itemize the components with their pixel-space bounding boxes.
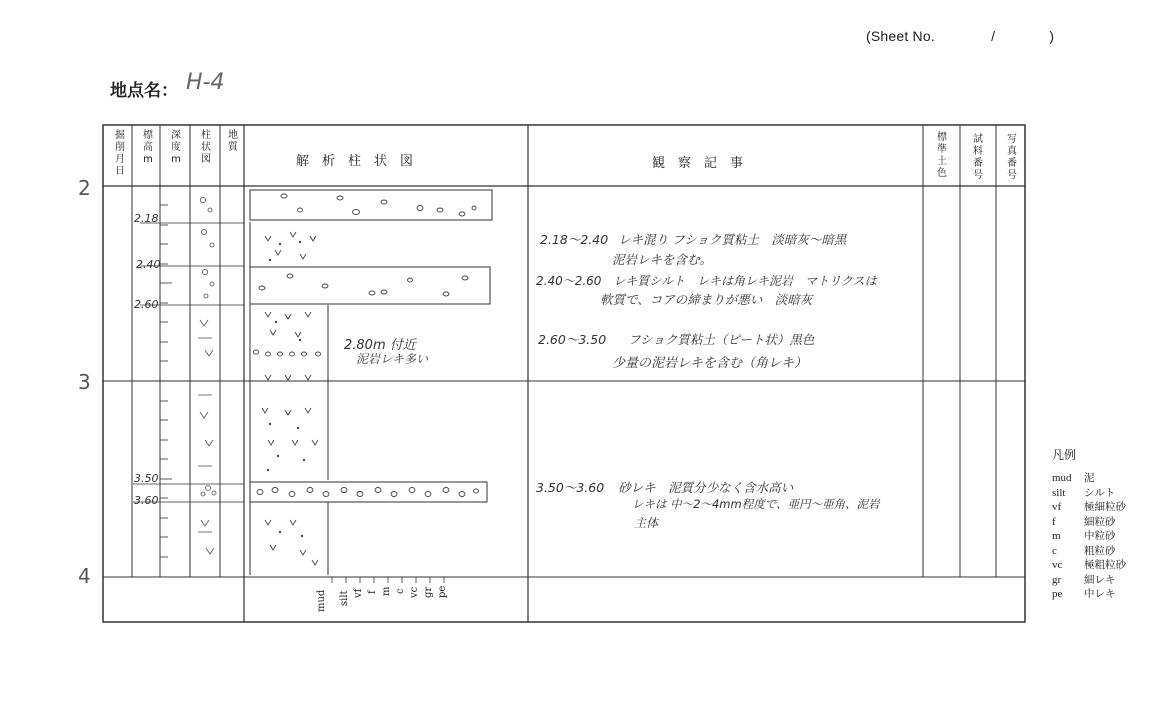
- legend-code: silt: [1052, 486, 1066, 499]
- legend-title: 凡例: [1052, 448, 1077, 462]
- header-geology: 地質: [228, 130, 238, 153]
- observation-text: レキ質シルト レキは角レキ泥岩 マトリクスは: [613, 274, 877, 288]
- observation-range: 2.18～2.40: [540, 232, 609, 247]
- grain-label-vf: vf: [353, 588, 364, 598]
- legend-item: [1052, 499, 1126, 514]
- elevation-label: 2.40: [136, 258, 161, 271]
- elevation-label: 2.60: [134, 298, 159, 311]
- header-photo-number: 写真番号: [1007, 134, 1017, 181]
- legend-item: [1052, 485, 1126, 500]
- site-name-label: 地点名：: [110, 81, 178, 101]
- grain-label-c: c: [395, 588, 406, 594]
- depth-mark-4: 4: [78, 564, 91, 588]
- observation-entry: [536, 272, 877, 289]
- observation-range: 2.40～2.60: [536, 274, 602, 288]
- depth-mark-3: 3: [78, 370, 91, 394]
- grain-size-axis: [316, 580, 516, 620]
- observation-entry: [540, 230, 846, 248]
- legend-item: [1052, 514, 1126, 529]
- site-name-value: H-4: [186, 70, 225, 95]
- annotation-line-2: 泥岩レキ多い: [356, 352, 429, 366]
- grain-label-vc: vc: [409, 586, 420, 598]
- grain-label-silt: silt: [339, 590, 350, 606]
- legend-name: シルト: [1084, 486, 1116, 499]
- observation-entry: [536, 478, 793, 496]
- observation-text: レキ混り フショク質粘土 淡暗灰～暗黒: [618, 232, 847, 247]
- legend-item: [1052, 572, 1126, 587]
- header-analysis-column: 解 析 柱 状 図: [296, 154, 414, 169]
- legend-item: [1052, 586, 1126, 601]
- header-soil-color: 標準土色: [937, 132, 947, 179]
- legend-name: 中粒砂: [1084, 530, 1116, 542]
- legend-name: 極粗粒砂: [1084, 559, 1126, 571]
- legend-item: [1052, 528, 1126, 543]
- observation-range: 3.50～3.60: [536, 480, 605, 495]
- sheet-number-close: ): [1049, 28, 1055, 44]
- elevation-label: 3.50: [134, 472, 159, 485]
- legend-code: m: [1052, 530, 1061, 542]
- legend-code: f: [1052, 515, 1056, 528]
- legend-code: c: [1052, 544, 1057, 557]
- header-sample-number: 試料番号: [973, 134, 983, 181]
- observation-text: 砂レキ 泥質分少なく含水高い: [618, 480, 794, 495]
- sheet-number-slash: /: [991, 28, 996, 44]
- grain-label-m: m: [381, 586, 392, 596]
- grain-label-pe: pe: [437, 585, 448, 598]
- legend-name: 中レキ: [1084, 588, 1116, 600]
- header-date: 掘削月日: [115, 130, 125, 177]
- observation-text-cont: レキは 中～2～4mm程度で、亜円～亜角、泥岩: [632, 497, 880, 511]
- legend-item: [1052, 543, 1126, 558]
- observation-text-cont: 軟質で、コアの締まりが悪い 淡暗灰: [600, 292, 813, 307]
- header-depth: 深度m: [171, 130, 181, 165]
- legend-code: mud: [1052, 472, 1072, 484]
- grain-label-gr: gr: [423, 586, 434, 598]
- grain-label-f: f: [367, 590, 378, 594]
- header-observation-notes: 観 察 記 事: [652, 156, 744, 171]
- observation-text-cont: 泥岩レキを含む。: [612, 252, 713, 267]
- observation-text: フショク質粘土（ピート状）黒色: [628, 332, 815, 347]
- observation-text-cont: 少量の泥岩レキを含む（角レキ）: [612, 356, 808, 371]
- depth-mark-2: 2: [78, 176, 91, 200]
- observation-range: 2.60～3.50: [538, 332, 607, 347]
- legend-code: pe: [1052, 588, 1063, 600]
- legend-code: vf: [1052, 501, 1062, 513]
- legend-item: [1052, 557, 1126, 572]
- legend-name: 細粒砂: [1084, 515, 1116, 528]
- grain-label-mud: mud: [316, 589, 327, 612]
- header-elevation: 標高m: [143, 130, 153, 165]
- legend: [1052, 470, 1126, 601]
- legend-name: 細レキ: [1084, 573, 1116, 586]
- observation-text-cont: 主体: [634, 516, 659, 530]
- sheet-number-label: (Sheet No.: [866, 28, 935, 44]
- observation-entry: [538, 330, 814, 348]
- legend-name: 泥: [1084, 472, 1095, 484]
- annotation-line-1: 2.80m 付近: [344, 338, 416, 353]
- elevation-label: 3.60: [134, 494, 159, 507]
- legend-item: [1052, 470, 1126, 485]
- legend-code: vc: [1052, 559, 1063, 571]
- header-column: 柱状図: [201, 130, 211, 165]
- legend-code: gr: [1052, 573, 1062, 586]
- elevation-label: 2.18: [134, 212, 159, 225]
- legend-name: 粗粒砂: [1084, 544, 1116, 557]
- legend-name: 極細粒砂: [1084, 501, 1126, 513]
